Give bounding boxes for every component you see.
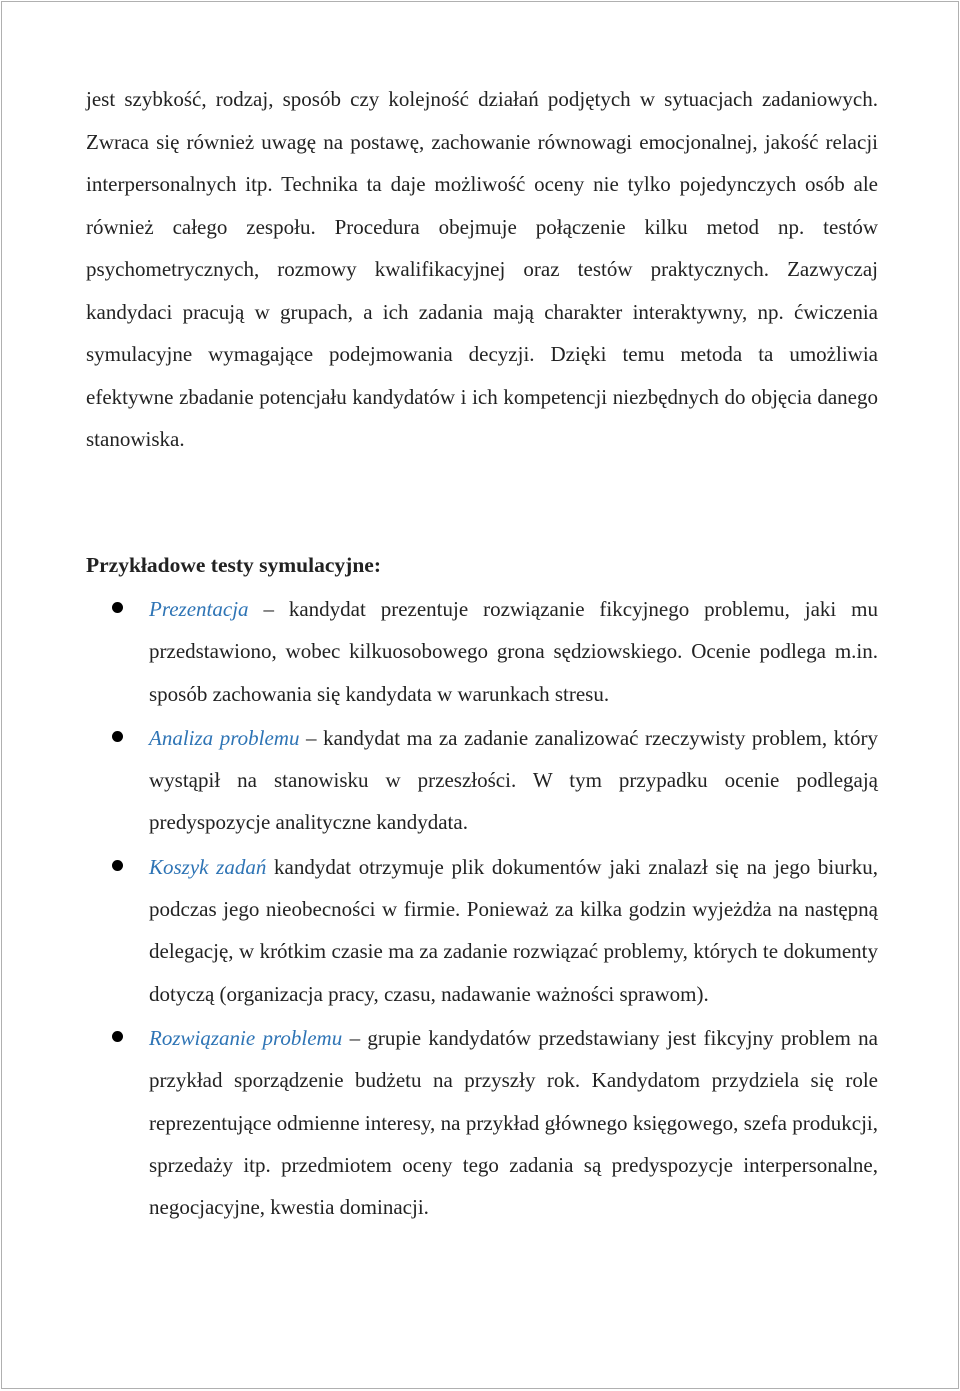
description-rozwiazanie-problemu: – grupie kandydatów przedstawiany jest fikcyjny problem na przykład sporządzenie budżetu na przyszły rok. Kandydatom przydziela się role reprezentujące odmienne interesy, na przykład głównego księgowego, szefa produkcji, sprzedaży itp. przedmiotem oceny tego zadania są predyspozycje interpersonalne, negocjacyjne, kwestia dominacji. [149, 1025, 878, 1220]
term-analiza-problemu: Analiza problemu [149, 725, 300, 750]
section-heading: Przykładowe testy symulacyjne: [86, 553, 381, 577]
bullet-icon [112, 1031, 123, 1042]
term-prezentacja: Prezentacja [149, 597, 249, 621]
simulation-test-list [86, 588, 878, 1230]
list-item-prezentacja [86, 588, 878, 715]
description-analiza-problemu: – kandydat ma za zadanie zanalizować rzeczywisty problem, który wystąpił na stanowisku w przeszłości. W tym przypadku ocenie podlegają predyspozycje analityczne kandydata. [149, 725, 878, 835]
list-item-koszyk-zadan [86, 846, 878, 1015]
document-page [1, 1, 959, 1389]
bullet-icon [112, 602, 123, 613]
intro-paragraph: jest szybkość, rodzaj, sposób czy kolejność działań podjętych w sytuacjach zadaniowych. Zwraca się również uwagę na postawę, zachowanie równowagi emocjonalnej, jakość relacji interpersonalnych itp. Technika ta daje możliwość oceny nie tylko pojedynczych osób ale również całego zespołu. Procedura obejmuje połączenie kilku metod np. testów psychometrycznych, rozmowy kwalifikacyjnej oraz testów praktycznych. Zazwyczaj kandydaci pracują w grupach, a ich zadania mają charakter interaktywny, np. ćwiczenia symulacyjne wymagające podejmowania decyzji. Dzięki temu metoda ta umożliwia efektywne zbadanie potencjału kandydatów i ich kompetencji niezbędnych do objęcia danego stanowiska. [86, 87, 878, 451]
term-rozwiazanie-problemu: Rozwiązanie problemu [149, 1025, 343, 1050]
bullet-icon [112, 860, 123, 871]
list-item-analiza-problemu [86, 717, 878, 844]
description-prezentacja: – kandydat prezentuje rozwiązanie fikcyjnego problemu, jaki mu przedstawiono, wobec kilkuosobowego grona sędziowskiego. Ocenie podlega m.in. sposób zachowania się kandydata w warunkach stresu. [149, 597, 878, 706]
term-koszyk-zadan: Koszyk zadań [149, 854, 267, 879]
bullet-icon [112, 731, 123, 742]
description-koszyk-zadan: kandydat otrzymuje plik dokumentów jaki znalazł się na jego biurku, podczas jego nieobecności w firmie. Ponieważ za kilka godzin wyjeżdża na następną delegację, w krótkim czasie ma za zadanie rozwiązać problemy, których te dokumenty dotyczą (organizacja pracy, czasu, nadawanie ważności sprawom). [149, 854, 878, 1006]
list-item-rozwiazanie-problemu [86, 1017, 878, 1228]
